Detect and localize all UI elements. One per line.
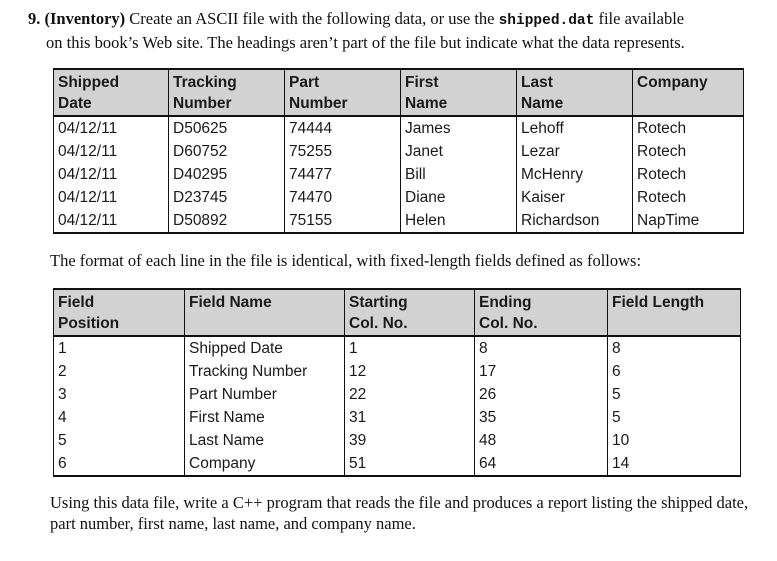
cell-ending-col: 26 bbox=[475, 383, 608, 406]
table-row bbox=[54, 186, 744, 209]
cell-last-name: Kaiser bbox=[517, 186, 633, 209]
cell-company: Rotech bbox=[633, 186, 744, 209]
table-row bbox=[54, 140, 744, 163]
cell-ending-col: 48 bbox=[475, 429, 608, 452]
table-row bbox=[54, 383, 741, 406]
header-first-name: First Name bbox=[401, 69, 517, 116]
header-starting-col: Starting Col. No. bbox=[345, 289, 475, 336]
cell-field-name: First Name bbox=[185, 406, 345, 429]
header-field-name: Field Name bbox=[185, 289, 345, 336]
cell-shipped-date: 04/12/11 bbox=[54, 140, 169, 163]
cell-last-name: Lezar bbox=[517, 140, 633, 163]
table-row bbox=[54, 360, 741, 383]
cell-ending-col: 8 bbox=[475, 336, 608, 360]
exercise-intro bbox=[28, 8, 758, 53]
cell-first-name: Bill bbox=[401, 163, 517, 186]
cell-field-position: 6 bbox=[54, 452, 185, 476]
cell-starting-col: 51 bbox=[345, 452, 475, 476]
cell-ending-col: 64 bbox=[475, 452, 608, 476]
exercise-title: (Inventory) bbox=[44, 9, 126, 28]
cell-starting-col: 22 bbox=[345, 383, 475, 406]
format-description: The format of each line in the file is identical, with fixed-length fields defined as follows: bbox=[50, 251, 642, 270]
table-row bbox=[54, 116, 744, 140]
cell-shipped-date: 04/12/11 bbox=[54, 186, 169, 209]
table-row bbox=[54, 336, 741, 360]
cell-starting-col: 39 bbox=[345, 429, 475, 452]
cell-shipped-date: 04/12/11 bbox=[54, 209, 169, 233]
cell-field-name: Tracking Number bbox=[185, 360, 345, 383]
table-row bbox=[54, 209, 744, 233]
cell-field-position: 4 bbox=[54, 406, 185, 429]
cell-company: Rotech bbox=[633, 140, 744, 163]
cell-part-number: 74470 bbox=[285, 186, 401, 209]
cell-first-name: Diane bbox=[401, 186, 517, 209]
cell-tracking-number: D40295 bbox=[169, 163, 285, 186]
cell-last-name: Lehoff bbox=[517, 116, 633, 140]
header-last-name: Last Name bbox=[517, 69, 633, 116]
cell-ending-col: 17 bbox=[475, 360, 608, 383]
cell-field-length: 5 bbox=[608, 406, 741, 429]
cell-first-name: Helen bbox=[401, 209, 517, 233]
cell-starting-col: 12 bbox=[345, 360, 475, 383]
table-header-row bbox=[54, 69, 744, 116]
exercise-text-part1: Create an ASCII file with the following data, or use the bbox=[129, 9, 495, 28]
cell-starting-col: 1 bbox=[345, 336, 475, 360]
cell-first-name: Janet bbox=[401, 140, 517, 163]
field-format-table bbox=[53, 288, 741, 477]
shipped-data-table bbox=[53, 68, 744, 234]
cell-field-position: 5 bbox=[54, 429, 185, 452]
header-field-position: Field Position bbox=[54, 289, 185, 336]
cell-first-name: James bbox=[401, 116, 517, 140]
cell-field-length: 10 bbox=[608, 429, 741, 452]
cell-field-length: 6 bbox=[608, 360, 741, 383]
exercise-filename: shipped.dat bbox=[498, 13, 595, 29]
cell-ending-col: 35 bbox=[475, 406, 608, 429]
header-part-number: Part Number bbox=[285, 69, 401, 116]
cell-field-name: Shipped Date bbox=[185, 336, 345, 360]
cell-field-position: 1 bbox=[54, 336, 185, 360]
cell-part-number: 75155 bbox=[285, 209, 401, 233]
cell-field-name: Company bbox=[185, 452, 345, 476]
cell-tracking-number: D50625 bbox=[169, 116, 285, 140]
cell-shipped-date: 04/12/11 bbox=[54, 163, 169, 186]
cell-part-number: 75255 bbox=[285, 140, 401, 163]
header-company: Company bbox=[633, 69, 744, 116]
exercise-number: 9. bbox=[28, 9, 41, 28]
table-row bbox=[54, 406, 741, 429]
cell-tracking-number: D50892 bbox=[169, 209, 285, 233]
cell-field-name: Part Number bbox=[185, 383, 345, 406]
cell-starting-col: 31 bbox=[345, 406, 475, 429]
table-row bbox=[54, 163, 744, 186]
cell-last-name: McHenry bbox=[517, 163, 633, 186]
closing-instruction: Using this data file, write a C++ program that reads the file and produces a report listing the shipped date, part number, first name, last name, and company name. bbox=[50, 493, 749, 533]
cell-company: Rotech bbox=[633, 163, 744, 186]
cell-field-length: 14 bbox=[608, 452, 741, 476]
cell-field-name: Last Name bbox=[185, 429, 345, 452]
header-tracking-number: Tracking Number bbox=[169, 69, 285, 116]
cell-company: NapTime bbox=[633, 209, 744, 233]
table-row bbox=[54, 429, 741, 452]
exercise-text-line2: on this book’s Web site. The headings aren’t part of the file but indicate what the data represents. bbox=[46, 33, 685, 52]
cell-part-number: 74444 bbox=[285, 116, 401, 140]
header-field-length: Field Length bbox=[608, 289, 741, 336]
cell-field-position: 3 bbox=[54, 383, 185, 406]
exercise-text-part2: file available bbox=[598, 9, 685, 28]
cell-field-position: 2 bbox=[54, 360, 185, 383]
cell-company: Rotech bbox=[633, 116, 744, 140]
cell-tracking-number: D60752 bbox=[169, 140, 285, 163]
cell-field-length: 5 bbox=[608, 383, 741, 406]
cell-tracking-number: D23745 bbox=[169, 186, 285, 209]
table-row bbox=[54, 452, 741, 476]
cell-field-length: 8 bbox=[608, 336, 741, 360]
cell-part-number: 74477 bbox=[285, 163, 401, 186]
cell-last-name: Richardson bbox=[517, 209, 633, 233]
cell-shipped-date: 04/12/11 bbox=[54, 116, 169, 140]
header-ending-col: Ending Col. No. bbox=[475, 289, 608, 336]
table-header-row bbox=[54, 289, 741, 336]
header-shipped-date: Shipped Date bbox=[54, 69, 169, 116]
